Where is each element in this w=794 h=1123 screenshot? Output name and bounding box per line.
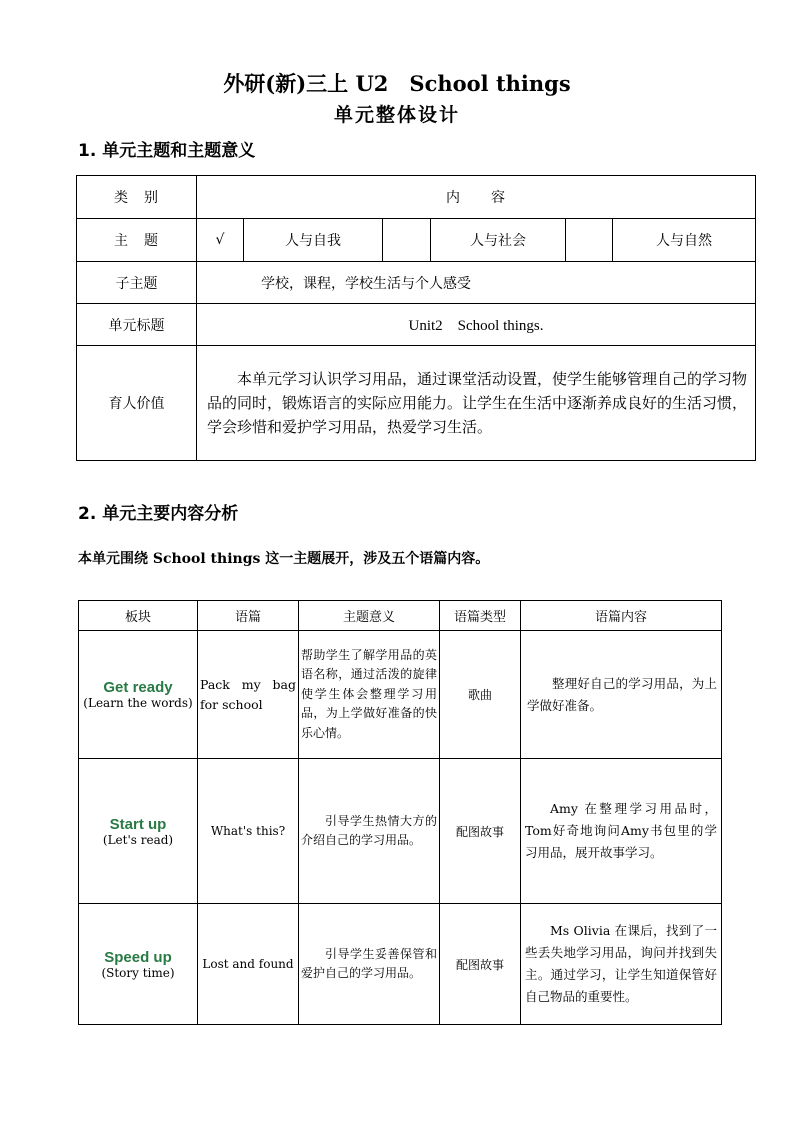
document-title: 外研(新)三上 U2 School things xyxy=(223,71,571,96)
content-analysis-table xyxy=(78,600,722,1025)
module-name: Speed up xyxy=(104,948,172,966)
module-cell xyxy=(79,759,198,904)
text-type: 配图故事 xyxy=(440,759,521,904)
text-type: 歌曲 xyxy=(440,631,521,759)
subtheme-value: 学校，课程，学校生活与个人感受 xyxy=(197,262,756,304)
table-row xyxy=(79,631,722,759)
header-content: 语篇内容 xyxy=(521,601,722,631)
unit-title-label: 单元标题 xyxy=(77,304,197,346)
text-type: 配图故事 xyxy=(440,904,521,1025)
section2-heading: 2. 单元主要内容分析 xyxy=(78,504,239,524)
theme-option-nature: 人与自然 xyxy=(613,219,756,262)
header-text: 语篇 xyxy=(198,601,299,631)
theme-check-empty-1 xyxy=(383,219,431,262)
theme-meaning: 引导学生热情大方的介绍自己的学习用品。 xyxy=(299,759,440,904)
text-content: Amy 在整理学习用品时，Tom好奇地询问Amy书包里的学习用品，展开故事学习。 xyxy=(521,759,722,904)
text-title: Lost and found xyxy=(198,904,299,1025)
theme-option-society: 人与社会 xyxy=(431,219,566,262)
category-header: 类 别 xyxy=(77,176,197,219)
text-title: What's this? xyxy=(198,759,299,904)
text-content: 整理好自己的学习用品，为上学做好准备。 xyxy=(521,631,722,759)
document-subtitle: 单元整体设计 xyxy=(333,104,460,126)
theme-label: 主 题 xyxy=(77,219,197,262)
table-row xyxy=(79,904,722,1025)
header-meaning: 主题意义 xyxy=(299,601,440,631)
section1-heading: 1. 单元主题和主题意义 xyxy=(78,141,256,161)
content-header: 内 容 xyxy=(197,176,756,219)
module-sub: (Learn the words) xyxy=(83,696,193,710)
theme-option-self: 人与自我 xyxy=(244,219,383,262)
header-type: 语篇类型 xyxy=(440,601,521,631)
theme-check-empty-2 xyxy=(566,219,613,262)
module-name: Start up xyxy=(109,815,167,833)
unit-title-value: Unit2 School things. xyxy=(197,304,756,346)
module-sub: (Let's read) xyxy=(102,832,174,847)
theme-check-mark: √ xyxy=(197,219,244,262)
table-row xyxy=(79,759,722,904)
section2-intro: 本单元围绕 School things 这一主题展开，涉及五个语篇内容。 xyxy=(78,551,490,567)
text-title: Pack my bag for school xyxy=(198,631,299,759)
header-module: 板块 xyxy=(79,601,198,631)
value-label: 育人价值 xyxy=(77,346,197,461)
module-cell xyxy=(79,631,198,759)
theme-table xyxy=(76,175,756,461)
value-text: 本单元学习认识学习用品，通过课堂活动设置，使学生能够管理自己的学习物品的同时，锻炼语言的实际应用能力。让学生在生活中逐渐养成良好的生活习惯，学会珍惜和爱护学习用品，热爱学习生活。 xyxy=(197,346,756,461)
module-sub: (Story time) xyxy=(101,965,175,980)
subtheme-label: 子主题 xyxy=(77,262,197,304)
text-content: Ms Olivia 在课后，找到了一些丢失地学习用品，询问并找到失主。通过学习，让学生知道保管好自己物品的重要性。 xyxy=(521,904,722,1025)
module-name: Get ready xyxy=(103,679,173,696)
theme-meaning: 帮助学生了解学用品的英语名称，通过活泼的旋律使学生体会整理学习用品，为上学做好准备的快乐心情。 xyxy=(299,631,440,759)
module-cell xyxy=(79,904,198,1025)
theme-meaning: 引导学生妥善保管和爱护自己的学习用品。 xyxy=(299,904,440,1025)
